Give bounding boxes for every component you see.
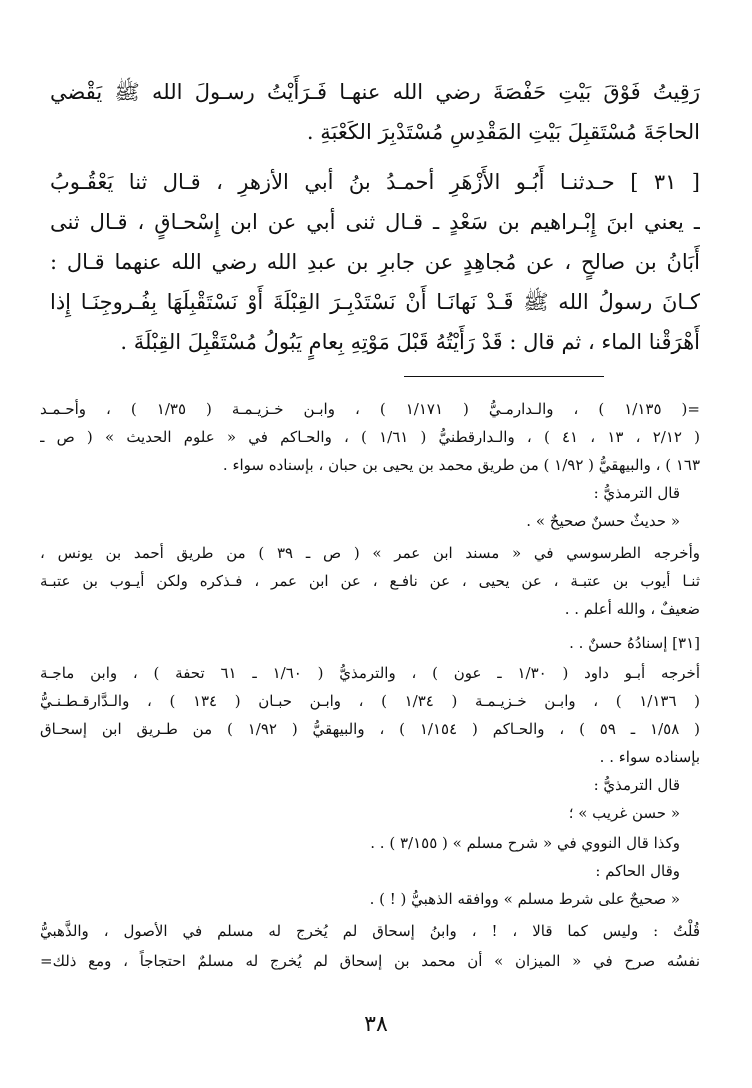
footnote-line: نفسُه صرح في « الميزان » أن محمد بن إسحاق لم يُخرج له مسلمٌ احتجاجاً ، ومع ذلك= (40, 952, 700, 970)
main-text-line: أَبَانُ بن صالحٍ ، عن مُجاهِدٍ عن جابرِ بن عبدِ الله رضي الله عنهما قـال : (50, 250, 700, 274)
footnote-line: وأخرجه الطرسوسي في « مسند ابن عمر » ( ص ـ ٣٩ ) من طريق أحمد بن يونس ، (40, 544, 700, 562)
footnote-line: قال الترمذيُّ : (593, 484, 680, 502)
footnote-line: ( ١/١٣٦ ) ، وابـن خـزيـمـة ( ١/٣٤ ) ، وابـن حبـان ( ١٣٤ ) ، والـدَّارقـطـنـيُّ (40, 692, 700, 710)
footnote-line: ضعيفٌ ، والله أعلم . . (564, 600, 700, 618)
footnote-line: وكذا قال النووي في « شرح مسلم » ( ٣/١٥٥ ) . . (370, 834, 680, 852)
footnote-line: قُلْتُ : وليس كما قالا ، ! ، وابنُ إسحاق لم يُخرج له مسلم في الأصول ، والذَّهبيُّ (40, 922, 700, 940)
hadith-31-heading-line: [ ٣١ ] حـدثنـا أَبُـو الأَزْهَرِ أحمـدُ بنُ أبي الأزهرِ ، قـال ثنا يَعْقُـوبُ (50, 170, 700, 194)
footnote-line: ( ١/٥٨ ـ ٥٩ ) ، والحـاكم ( ١/١٥٤ ) ، والبيهقيُّ ( ١/٩٢ ) من طـريق ابن إسحـاق (40, 720, 700, 738)
main-text-line: ـ يعني ابنَ إِبْـراهيم بن سَعْدٍ ـ قـال ثنى أبي عن ابن إِسْحـاقٍ ، قـال ثنى (50, 210, 700, 234)
footnote-line: بإسناده سواء . . (599, 748, 700, 766)
footnote-separator (404, 376, 604, 377)
main-text-line: أَهْرَقْنا الماء ، ثم قال : قَدْ رَأَيْتُهُ قَبْلَ مَوْتِهِ بِعامٍ يَبُولُ مُسْتَقْبِلَ القِبْلَةَ . (120, 330, 700, 354)
footnote-line: « حسن غريب » ؛ (568, 804, 680, 822)
page-number: ٣٨ (364, 1012, 388, 1037)
footnote-line: « صحيحٌ على شرط مسلم » ووافقه الذهبيُّ ( ! ) . (369, 890, 680, 908)
footnote-line: ١٦٣ ) ، والبيهقيُّ ( ١/٩٢ ) من طريق محمد بن يحيى بن حبان ، بإسناده سواء . (222, 456, 700, 474)
footnote-line: =( ١/١٣٥ ) ، والـدارمـيُّ ( ١/١٧١ ) ، وابـن خـزيـمـة ( ١/٣٥ ) ، وأحـمـد (40, 400, 700, 418)
footnote-line: ثنـا أيوب بن عتبـة ، عن يحيى ، عن نافـع ، عن ابن عمر ، فـذكره ولكن أيـوب بن عتبـة (40, 572, 700, 590)
footnote-line: أخرجه أبـو داود ( ١/٣٠ ـ عون ) ، والترمذيُّ ( ١/٦٠ ـ ٦١ تحفة ) ، وابن ماجـة (40, 664, 700, 682)
main-text-line: رَقِيتُ فَوْقَ بَيْتِ حَفْصَةَ رضي الله عنهـا فَـرَأَيْتُ رسـولَ الله ﷺ يَقْضي (50, 80, 700, 104)
footnote-line: وقال الحاكم : (595, 862, 680, 880)
main-text-line: الحاجَةَ مُسْتَقبِلَ بَيْتِ المَقْدِسِ مُسْتَدْبِرَ الكَعْبَةِ . (306, 120, 700, 144)
footnote-line: قال الترمذيُّ : (593, 776, 680, 794)
main-text-line: كـانَ رسولُ الله ﷺ قَـدْ نَهانَـا أَنْ نَسْتَدْبِـرَ القِبْلَةَ أَوْ نَسْتَقْبِلَهَا بِفُـروجِنَـا إِذا (50, 290, 700, 314)
footnote-line: ( ٢/١٢ ، ١٣ ، ٤١ ) ، والـدارقطنيُّ ( ١/٦١ ) ، والحـاكم في « علوم الحديث » ( ص ـ (40, 428, 700, 446)
footnote-31-heading: [٣١] إسنادُهُ حسنٌ . . (569, 634, 700, 652)
footnote-line: « حديثٌ حسنٌ صحيحٌ » . (526, 512, 680, 530)
